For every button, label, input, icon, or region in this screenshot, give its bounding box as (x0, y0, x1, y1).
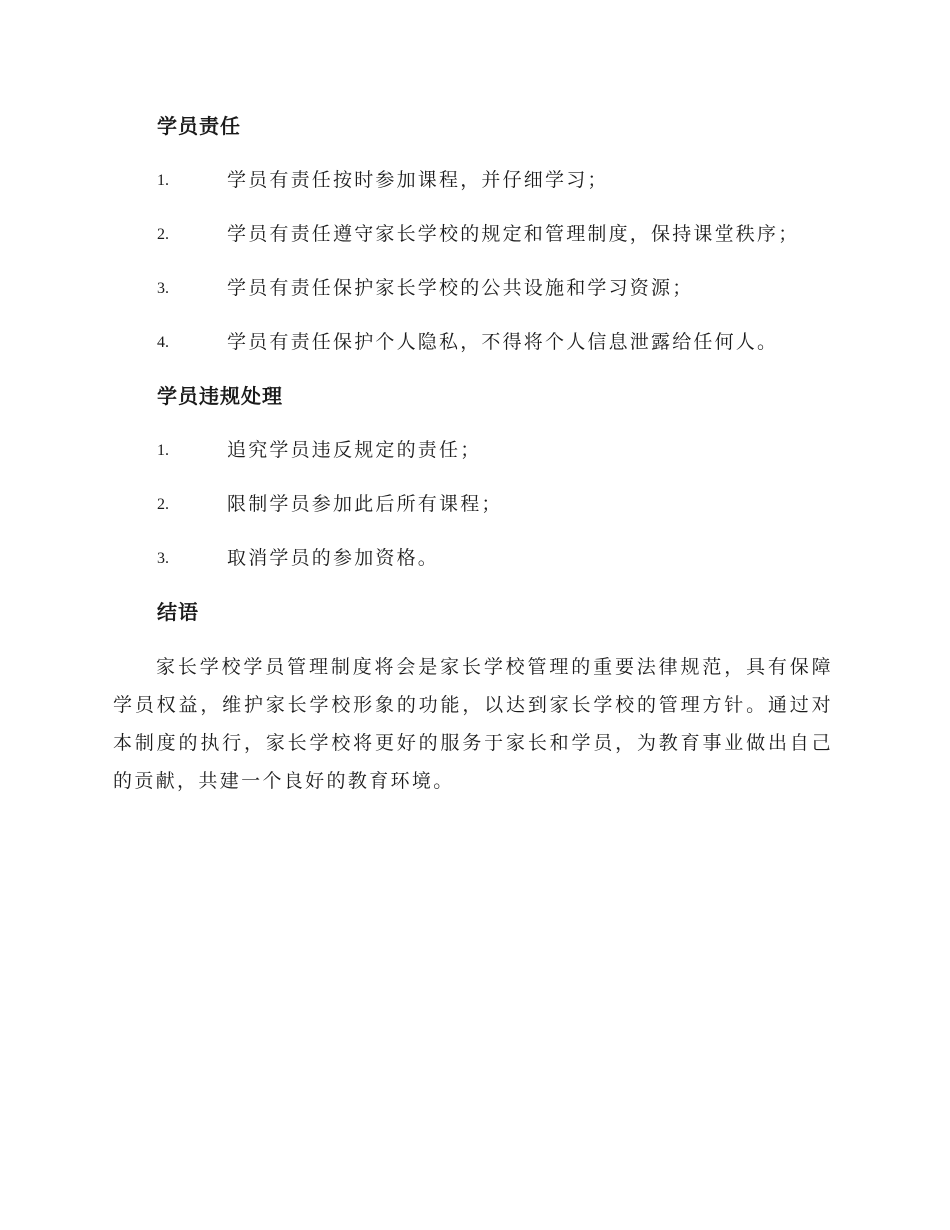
list-item-number: 2. (157, 496, 169, 513)
list-item-number: 1. (157, 172, 169, 189)
conclusion-paragraph: 家长学校学员管理制度将会是家长学校管理的重要法律规范，具有保障学员权益，维护家长学校形象的功能，以达到家长学校的管理方针。通过对本制度的执行，家长学校将更好的服务于家长和学员，为教育事业做出自己的贡献，共建一个良好的教育环境。 (113, 656, 833, 792)
list-item-number: 1. (157, 442, 169, 459)
list-item-text: 限制学员参加此后所有课程； (227, 493, 503, 515)
section-heading-student-duties: 学员责任 (157, 114, 241, 138)
section-heading-conclusion: 结语 (157, 600, 199, 624)
list-item-text: 取消学员的参加资格。 (227, 547, 440, 569)
list-item-number: 2. (157, 226, 169, 243)
list-item-number: 4. (157, 334, 169, 351)
list-item-text: 学员有责任保护家长学校的公共设施和学习资源； (227, 277, 694, 299)
list-item-text: 追究学员违反规定的责任； (227, 439, 482, 461)
list-item-number: 3. (157, 280, 169, 297)
list-item-text: 学员有责任保护个人隐私，不得将个人信息泄露给任何人。 (227, 331, 779, 353)
list-item-text: 学员有责任遵守家长学校的规定和管理制度，保持课堂秩序； (227, 223, 800, 245)
list-item-text: 学员有责任按时参加课程，并仔细学习； (227, 169, 609, 191)
list-item-number: 3. (157, 550, 169, 567)
section-heading-violations: 学员违规处理 (157, 384, 283, 408)
